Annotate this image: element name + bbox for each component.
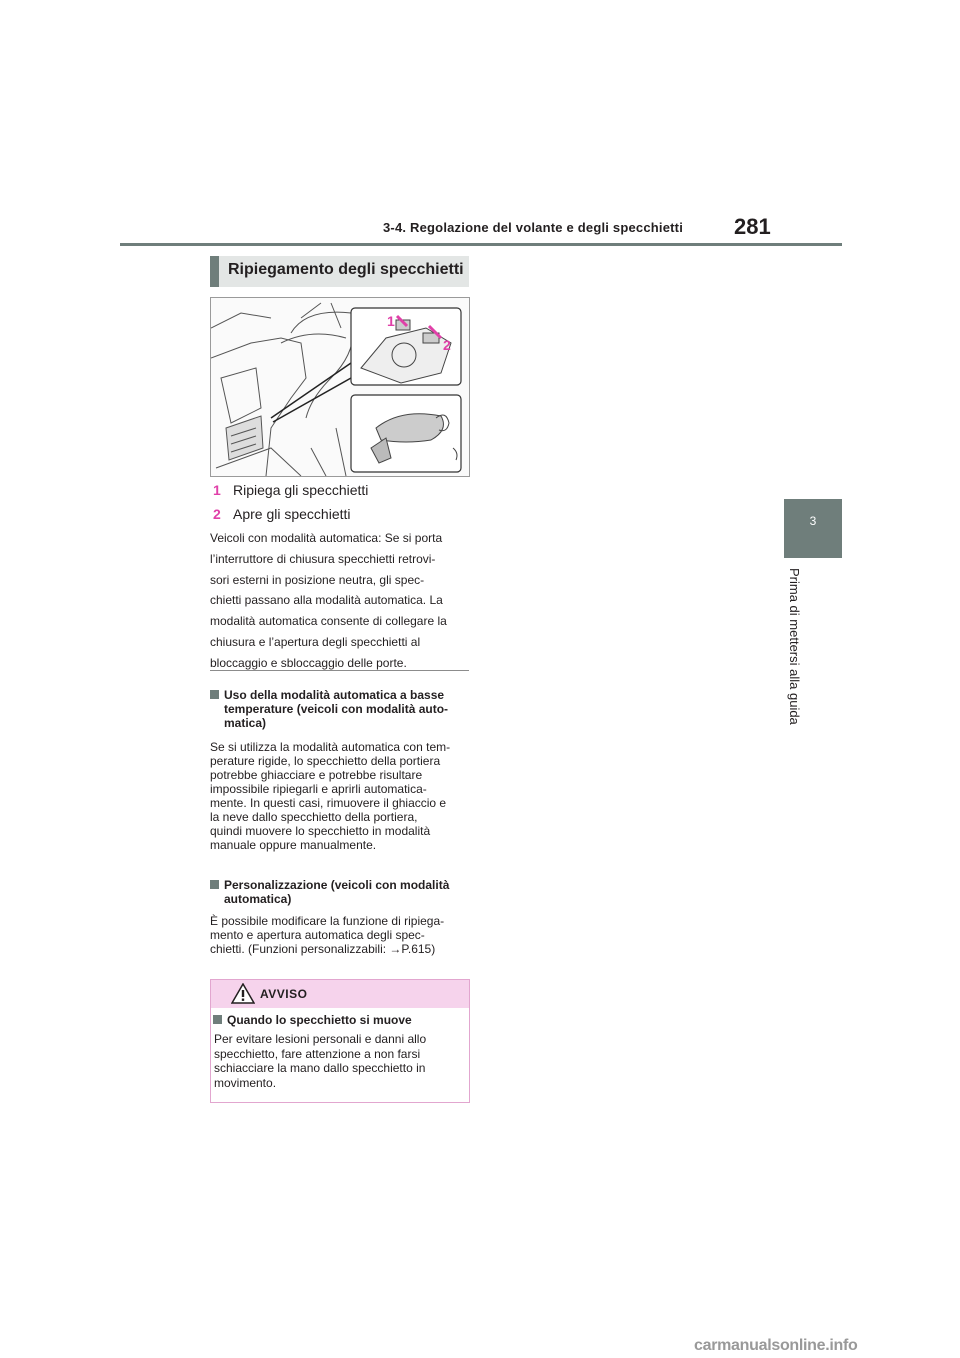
warning-line: movimento.: [214, 1075, 277, 1090]
warning-line: schiacciare la mano dallo specchietto in: [214, 1061, 426, 1075]
note-line: Se si utilizza la modalità automatica con tem-: [210, 740, 451, 754]
step-2: [213, 506, 351, 522]
warning-header: [211, 980, 469, 1008]
page-number: 281: [734, 214, 771, 239]
note-heading-line: matica): [224, 716, 267, 730]
intro-line: modalità automatica consente di collegare la: [210, 614, 447, 629]
note-body-low-temp: [210, 740, 472, 852]
note-line: perature rigide, lo specchietto della portiera: [210, 754, 441, 768]
intro-line: l’interruttore di chiusura specchietti retrovi-: [210, 551, 436, 566]
warning-heading-text: Quando lo specchietto si muove: [227, 1013, 412, 1027]
footer-watermark: carmanualsonline.info: [694, 1337, 858, 1354]
step-text: Ripiega gli specchietti: [233, 482, 369, 498]
intro-line: bloccaggio e sbloccaggio delle porte.: [210, 655, 407, 670]
square-bullet-icon: [210, 690, 219, 699]
note-heading-line: Uso della modalità automatica a basse: [224, 688, 445, 702]
chapter-tab[interactable]: [784, 499, 842, 558]
note-line: mente. In questi casi, rimuovere il ghiaccio e: [210, 796, 447, 810]
note-body-customization: [210, 914, 472, 956]
section-divider: [210, 670, 469, 671]
step-number: 2: [213, 506, 221, 522]
note-heading-low-temp: [210, 688, 472, 730]
note-line: mento e apertura automatica degli spec-: [210, 928, 425, 942]
warning-line: Per evitare lesioni personali e danni allo: [214, 1032, 427, 1046]
section-heading: [210, 256, 469, 287]
note-line[interactable]: chietti. (Funzioni personalizzabili: →P.615): [210, 942, 436, 956]
step-1: [213, 482, 368, 498]
square-bullet-icon: [210, 880, 219, 889]
figure-callout-1: 1: [387, 313, 395, 329]
warning-triangle-icon: [231, 983, 255, 1004]
heading-accent-bar: [210, 256, 219, 287]
warning-heading: [213, 1013, 412, 1027]
note-line: quindi muovere lo specchietto in modalità: [210, 824, 431, 838]
note-heading-line: automatica): [224, 892, 292, 906]
intro-line: chietti passano alla modalità automatica. La: [210, 593, 443, 608]
note-heading-line: Personalizzazione (veicoli con modalità: [224, 878, 450, 892]
square-bullet-icon: [213, 1015, 222, 1024]
mirror-switch-illustration: [210, 297, 470, 477]
note-heading-line: temperature (veicoli con modalità auto-: [224, 702, 449, 716]
intro-line: sori esterni in posizione neutra, gli spec-: [210, 572, 425, 587]
warning-line: specchietto, fare attenzione a non farsi: [214, 1046, 421, 1061]
warning-label: AVVISO: [260, 987, 308, 1001]
note-line: la neve dallo specchietto della portiera,: [210, 810, 418, 824]
note-line: potrebbe ghiacciare e potrebbe risultare: [210, 768, 423, 782]
intro-line: chiusura e l’apertura degli specchietti al: [210, 634, 421, 649]
warning-box: [210, 979, 470, 1103]
note-line: impossibile ripiegarli e aprirli automatica-: [210, 782, 427, 796]
note-line: È possibile modificare la funzione di ripiega-: [210, 914, 445, 928]
intro-line: Veicoli con modalità automatica: Se si porta: [210, 531, 443, 545]
warning-body: [214, 1032, 464, 1090]
step-number: 1: [213, 482, 221, 498]
header-divider: [120, 243, 842, 246]
note-line: manuale oppure manualmente.: [210, 838, 377, 852]
section-breadcrumb: 3-4. Regolazione del volante e degli specchietti: [383, 220, 684, 235]
note-heading-customization: [210, 878, 472, 906]
chapter-number: 3: [809, 514, 817, 528]
section-title: Ripiegamento degli specchietti: [228, 261, 464, 278]
illustration-svg: [211, 298, 469, 476]
intro-paragraph: [210, 528, 472, 674]
step-text: Apre gli specchietti: [233, 506, 351, 522]
figure-callout-2: 2: [443, 337, 451, 353]
chapter-label: Prima di mettersi alla guida: [787, 568, 802, 725]
